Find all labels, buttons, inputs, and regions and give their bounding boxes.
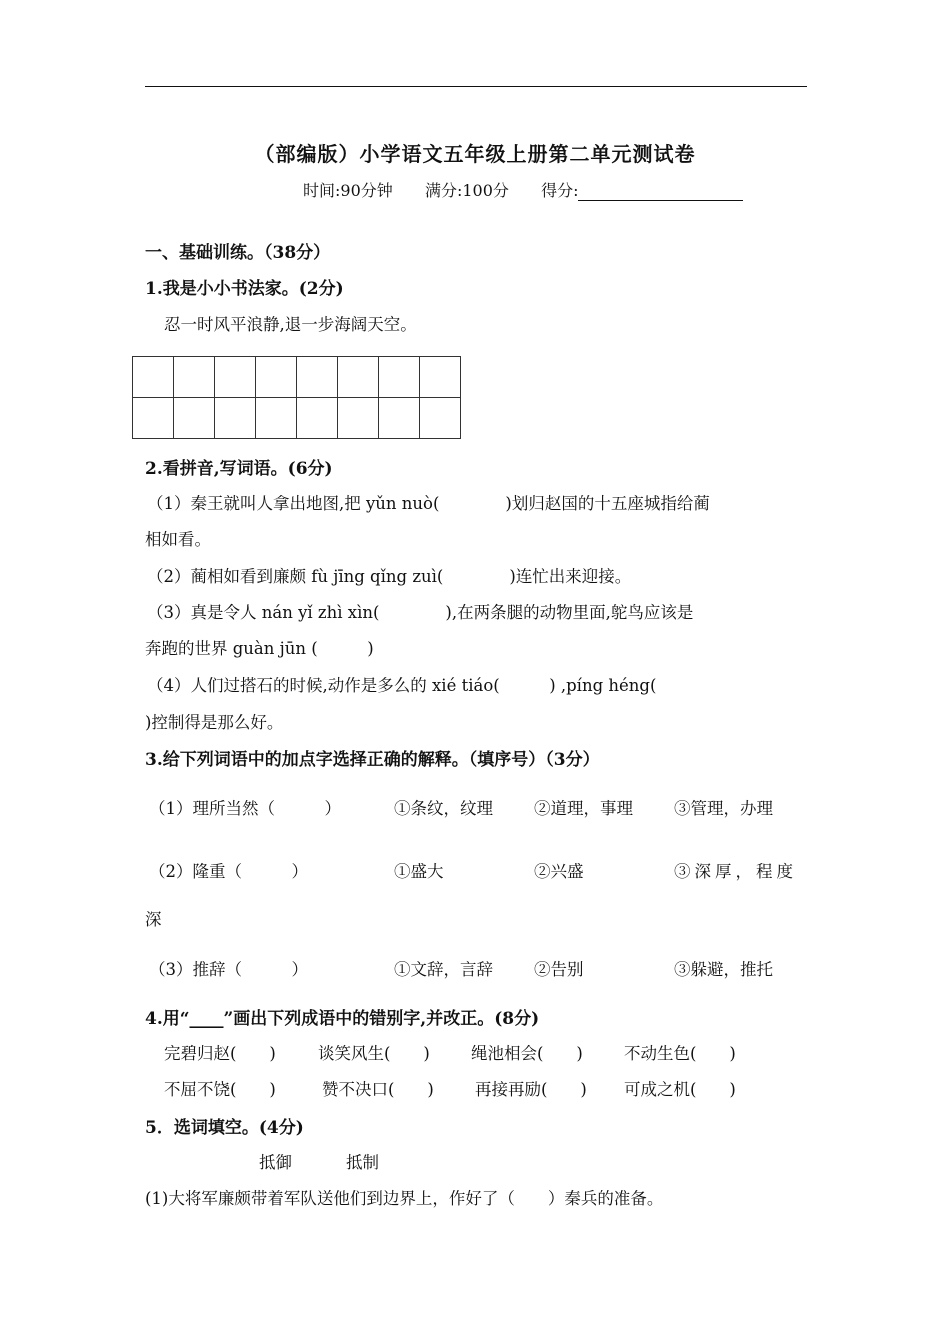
- q3-option-c: ③深厚，程度: [674, 862, 797, 881]
- q2-title: 2.看拼音,写词语。(6分): [145, 459, 333, 479]
- q5-title: 5．选词填空。(4分): [145, 1118, 304, 1138]
- q3-option-c: ③管理，办理: [674, 799, 773, 818]
- writing-grid[interactable]: [132, 356, 461, 439]
- grid-cell[interactable]: [338, 398, 379, 439]
- q2-line-3: （3）真是令人 nán yǐ zhì xìn( ),在两条腿的动物里面,鸵鸟应该是: [147, 603, 694, 622]
- grid-cell[interactable]: [420, 398, 461, 439]
- page-title: （部编版）小学语文五年级上册第二单元测试卷: [254, 142, 696, 166]
- q4-idiom: 赞不决口( ): [322, 1080, 434, 1099]
- score-blank[interactable]: [578, 199, 743, 201]
- q3-option-a: ①文辞，言辞: [394, 960, 493, 979]
- grid-cell[interactable]: [420, 357, 461, 398]
- section-1-title: 一、基础训练。（38分）: [145, 243, 331, 263]
- exam-meta: [303, 178, 743, 201]
- q5-choice: 抵制: [346, 1153, 379, 1172]
- q3-option-c: ③躲避，推托: [674, 960, 773, 979]
- grid-cell[interactable]: [379, 398, 420, 439]
- grid-cell[interactable]: [133, 398, 174, 439]
- q3-word: （1）理所当然（ ）: [149, 799, 341, 818]
- q3-word: （2）隆重（ ）: [149, 862, 308, 881]
- q3-option-b: ②告别: [534, 960, 584, 979]
- q4-idiom: 再接再励( ): [475, 1080, 587, 1099]
- grid-cell[interactable]: [297, 357, 338, 398]
- top-rule: [145, 86, 807, 87]
- grid-cell[interactable]: [215, 398, 256, 439]
- grid-cell[interactable]: [338, 357, 379, 398]
- q4-idiom: 可成之机( ): [624, 1080, 736, 1099]
- grid-cell[interactable]: [256, 357, 297, 398]
- q2-line-1: （1）秦王就叫人拿出地图,把 yǔn nuò( )划归赵国的十五座城指给蔺: [147, 494, 710, 513]
- q3-option-a: ①条纹，纹理: [394, 799, 493, 818]
- full-score: 满分:100分: [424, 181, 509, 200]
- grid-cell[interactable]: [174, 357, 215, 398]
- q4-idiom: 谈笑风生( ): [318, 1044, 430, 1063]
- q5-line-1: (1)大将军廉颇带着军队送他们到边界上，作好了（ ）秦兵的准备。: [145, 1189, 664, 1208]
- grid-cell[interactable]: [379, 357, 420, 398]
- q1-title: 1.我是小小书法家。(2分): [145, 279, 344, 299]
- grid-row: [133, 398, 461, 439]
- grid-cell[interactable]: [174, 398, 215, 439]
- q4-idiom: 不屈不饶( ): [164, 1080, 276, 1099]
- q2-line-4: （4）人们过搭石的时候,动作是多么的 xié tiáo( ) ,píng héng(: [147, 676, 657, 695]
- q2-line-4-cont: )控制得是那么好。: [145, 713, 284, 732]
- grid-cell[interactable]: [297, 398, 338, 439]
- grid-cell[interactable]: [133, 357, 174, 398]
- q3-option-c-cont: 深: [145, 910, 162, 929]
- grid-row: [133, 357, 461, 398]
- time-limit: 时间:90分钟: [303, 181, 393, 200]
- q4-idiom: 绳池相会( ): [471, 1044, 583, 1063]
- q4-idiom: 完碧归赵( ): [164, 1044, 276, 1063]
- q4-idiom: 不动生色( ): [624, 1044, 736, 1063]
- q3-title: 3.给下列词语中的加点字选择正确的解释。（填序号）（3分）: [145, 750, 600, 770]
- q3-option-b: ②兴盛: [534, 862, 584, 881]
- q3-option-b: ②道理，事理: [534, 799, 633, 818]
- q4-title: 4.用“____”画出下列成语中的错别字,并改正。(8分): [145, 1009, 540, 1029]
- q1-text: 忍一时风平浪静,退一步海阔天空。: [164, 315, 417, 334]
- q2-line-1-cont: 相如看。: [145, 530, 211, 549]
- grid-cell[interactable]: [256, 398, 297, 439]
- grid-cell[interactable]: [215, 357, 256, 398]
- q5-choice: 抵御: [259, 1153, 292, 1172]
- q2-line-2: （2）蔺相如看到廉颇 fù jīng qǐng zuì( )连忙出来迎接。: [147, 567, 632, 586]
- q3-option-a: ①盛大: [394, 862, 444, 881]
- q3-word: （3）推辞（ ）: [149, 960, 308, 979]
- score-label: 得分:: [541, 181, 579, 200]
- q2-line-3-cont: 奔跑的世界 guàn jūn ( ): [145, 639, 374, 658]
